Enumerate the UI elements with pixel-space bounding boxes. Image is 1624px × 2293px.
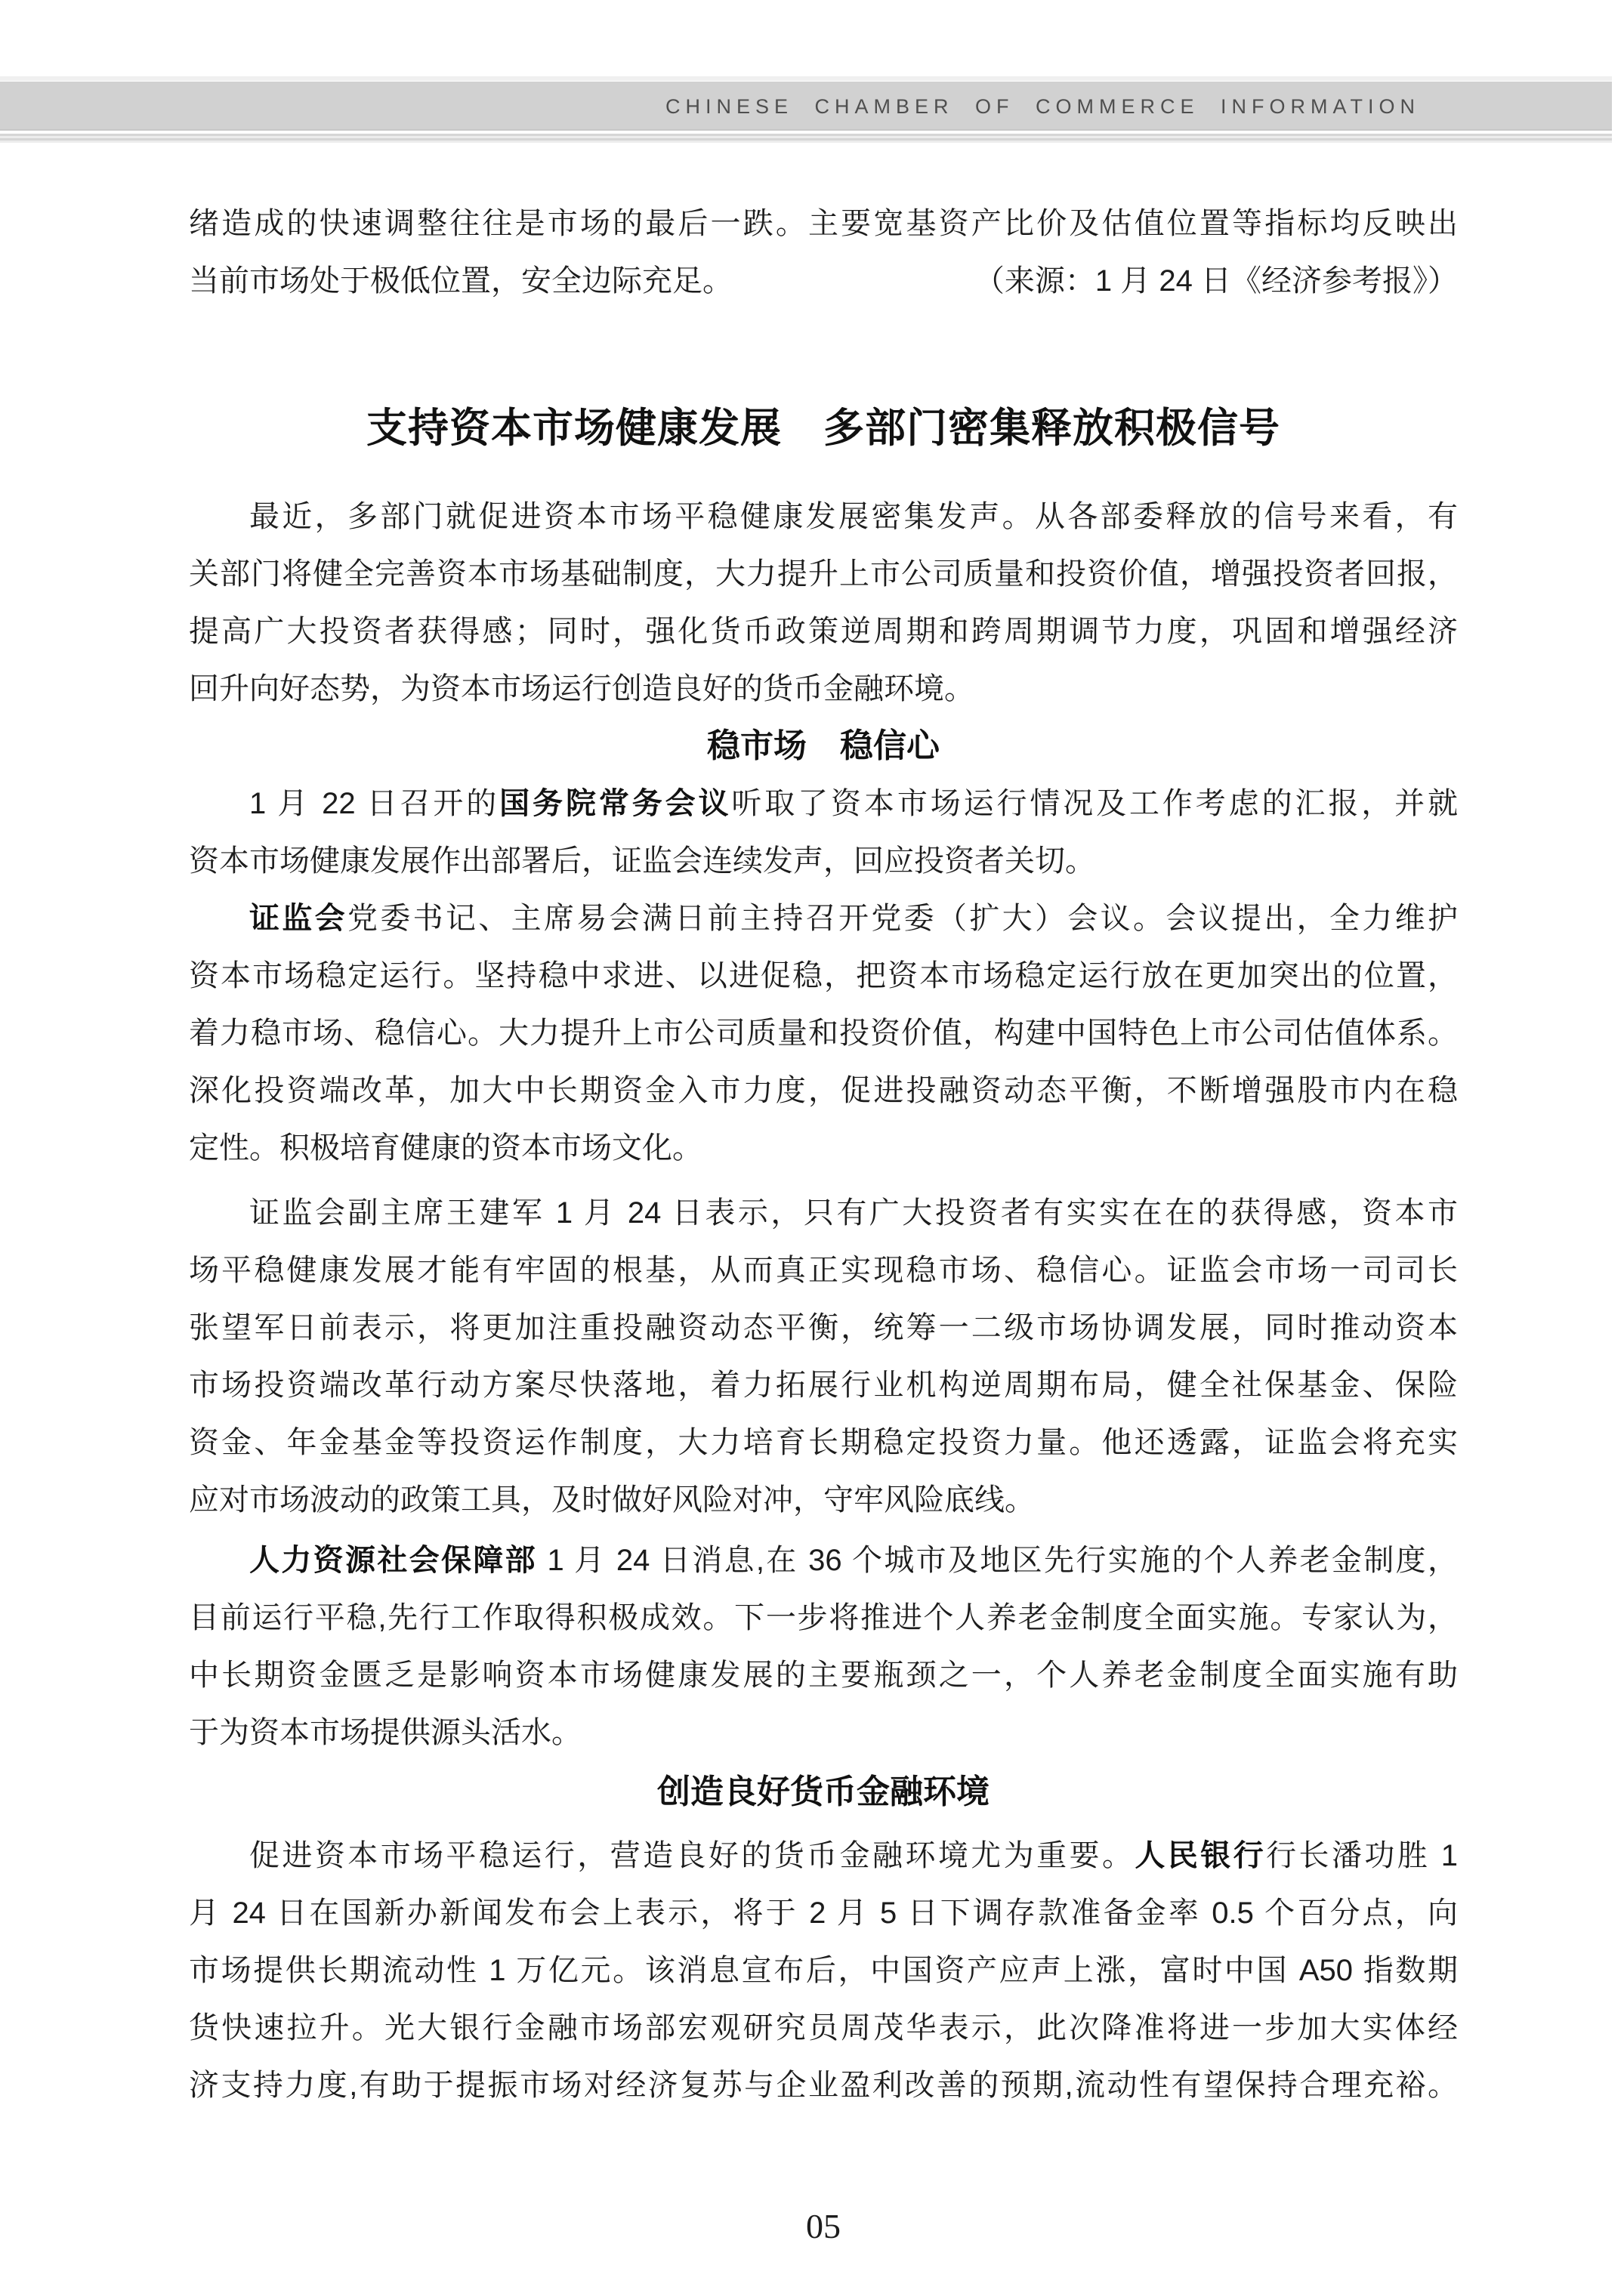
text-run: 1 月 22 日召开的 bbox=[249, 787, 500, 820]
text-run: 于为资本市场提供源头活水。 bbox=[189, 1716, 582, 1749]
bold-run: 人民银行 bbox=[1135, 1839, 1267, 1872]
text-run: 月 24 日在国新办新闻发布会上表示，将于 2 月 5 日下调存款准备金率 0.5 个百分点，向 bbox=[189, 1896, 1458, 1930]
text-run: 行长潘功胜 1 bbox=[1266, 1839, 1459, 1872]
text-run: 最近，多部门就促进资本市场平稳健康发展密集发声。从各部委释放的信号来看，有 bbox=[249, 500, 1458, 533]
banner-title: CHINESE CHAMBER OF COMMERCE INFORMATION bbox=[665, 95, 1420, 118]
text-run: 促进资本市场平稳运行，营造良好的货币金融环境尤为重要。 bbox=[249, 1839, 1135, 1872]
article-title: 支持资本市场健康发展 多部门密集释放积极信号 bbox=[366, 406, 1280, 451]
text-line bbox=[189, 1646, 1458, 1704]
page-number: 05 bbox=[806, 2207, 841, 2245]
text-line bbox=[189, 1471, 1458, 1529]
text-line bbox=[189, 1184, 1458, 1242]
text-line bbox=[189, 947, 1458, 1005]
text-line bbox=[189, 1242, 1458, 1299]
text-run: 证监会副主席王建军 1 月 24 日表示，只有广大投资者有实实在在的获得感，资本市 bbox=[249, 1196, 1458, 1230]
text-line bbox=[189, 545, 1458, 603]
text-run: 深化投资端改革，加大中长期资金入市力度，促进投融资动态平衡，不断增强股市内在稳 bbox=[189, 1074, 1458, 1107]
text-run: 绪造成的快速调整往往是市场的最后一跌。主要宽基资产比价及估值位置等指标均反映出 bbox=[189, 207, 1458, 240]
paragraph-state-council bbox=[189, 775, 1458, 890]
text-line bbox=[189, 1704, 1458, 1761]
text-line bbox=[189, 1005, 1458, 1062]
text-line bbox=[189, 1884, 1458, 1942]
text-line bbox=[189, 2057, 1458, 2114]
line-left-text bbox=[189, 252, 733, 310]
text-run: 目前运行平稳,先行工作取得积极成效。下一步将推进个人养老金制度全面实施。专家认为， bbox=[189, 1601, 1458, 1634]
text-line bbox=[189, 1999, 1458, 2057]
text-run: 关部门将健全完善资本市场基础制度，大力提升上市公司质量和投资价值，增强投资者回报， bbox=[189, 557, 1458, 591]
bold-run: 人力资源社会保障部 bbox=[249, 1544, 537, 1577]
text-run: 中长期资金匮乏是影响资本市场健康发展的主要瓶颈之一，个人养老金制度全面实施有助 bbox=[189, 1659, 1458, 1692]
text-run: 济支持力度,有助于提振市场对经济复苏与企业盈利改善的预期,流动性有望保持合理充裕。 bbox=[189, 2069, 1458, 2102]
text-line bbox=[189, 252, 1458, 310]
text-line bbox=[189, 1942, 1458, 1999]
text-line bbox=[189, 488, 1458, 545]
text-line bbox=[189, 1414, 1458, 1471]
text-run: 回升向好态势，为资本市场运行创造良好的货币金融环境。 bbox=[189, 672, 974, 705]
text-run: 着力稳市场、稳信心。大力提升上市公司质量和投资价值，构建中国特色上市公司估值体系。 bbox=[189, 1017, 1458, 1050]
paragraph-pension bbox=[189, 1532, 1458, 1761]
text-run: 张望军日前表示，将更加注重投融资动态平衡，统筹一二级市场协调发展，同时推动资本 bbox=[189, 1311, 1458, 1344]
paragraph-csrc-officials bbox=[189, 1184, 1458, 1529]
paragraph-lead bbox=[189, 195, 1458, 310]
text-line bbox=[189, 1119, 1458, 1177]
section-heading-monetary-environment: 创造良好货币金融环境 bbox=[657, 1773, 990, 1810]
text-run: 资金、年金基金等投资运作制度，大力培育长期稳定投资力量。他还透露，证监会将充实 bbox=[189, 1426, 1458, 1459]
bold-run: 国务院常务会议 bbox=[499, 787, 732, 820]
text-line bbox=[189, 1299, 1458, 1356]
text-line bbox=[189, 195, 1458, 252]
text-line bbox=[189, 603, 1458, 660]
article-content bbox=[189, 0, 1458, 2293]
text-run: 定性。积极培育健康的资本市场文化。 bbox=[189, 1131, 702, 1165]
text-line bbox=[189, 1356, 1458, 1414]
section-heading-stable-market: 稳市场 稳信心 bbox=[707, 727, 940, 764]
text-run: 资本市场稳定运行。坚持稳中求进、以进促稳，把资本市场稳定运行放在更加突出的位置， bbox=[189, 959, 1458, 992]
text-run: 市场投资端改革行动方案尽快落地，着力拓展行业机构逆周期布局，健全社保基金、保险 bbox=[189, 1369, 1458, 1402]
text-line bbox=[189, 890, 1458, 947]
text-line bbox=[189, 1589, 1458, 1646]
text-run: 市场提供长期流动性 1 万亿元。该消息宣布后，中国资产应声上涨，富时中国 A50 指数期 bbox=[189, 1954, 1458, 1987]
text-run: 听取了资本市场运行情况及工作考虑的汇报，并就 bbox=[731, 787, 1459, 820]
paragraph-pboc bbox=[189, 1827, 1458, 2114]
bold-run: 证监会 bbox=[249, 902, 347, 935]
text-run: 资本市场健康发展作出部署后，证监会连续发声，回应投资者关切。 bbox=[189, 844, 1095, 878]
text-run: 1 月 24 日消息,在 36 个城市及地区先行实施的个人养老金制度， bbox=[537, 1544, 1458, 1577]
paragraph-intro bbox=[189, 488, 1458, 718]
text-line bbox=[189, 1532, 1458, 1589]
text-line bbox=[189, 660, 1458, 718]
source-attribution: （来源：1 月 24 日《经济参考报》） bbox=[974, 264, 1458, 298]
text-run: 提高广大投资者获得感；同时，强化货币政策逆周期和跨周期调节力度，巩固和增强经济 bbox=[189, 615, 1458, 648]
text-line bbox=[189, 1827, 1458, 1884]
text-run: 党委书记、主席易会满日前主持召开党委（扩大）会议。会议提出，全力维护 bbox=[347, 902, 1458, 935]
text-run: 场平稳健康发展才能有牢固的根基，从而真正实现稳市场、稳信心。证监会市场一司司长 bbox=[189, 1254, 1458, 1287]
text-run: 当前市场处于极低位置，安全边际充足。 bbox=[189, 264, 733, 298]
text-line bbox=[189, 775, 1458, 832]
text-line bbox=[189, 1062, 1458, 1119]
text-run: 货快速拉升。光大银行金融市场部宏观研究员周茂华表示，此次降准将进一步加大实体经 bbox=[189, 2011, 1458, 2045]
text-run: 应对市场波动的政策工具，及时做好风险对冲，守牢风险底线。 bbox=[189, 1483, 1035, 1517]
paragraph-csrc-meeting bbox=[189, 890, 1458, 1177]
text-line bbox=[189, 832, 1458, 890]
